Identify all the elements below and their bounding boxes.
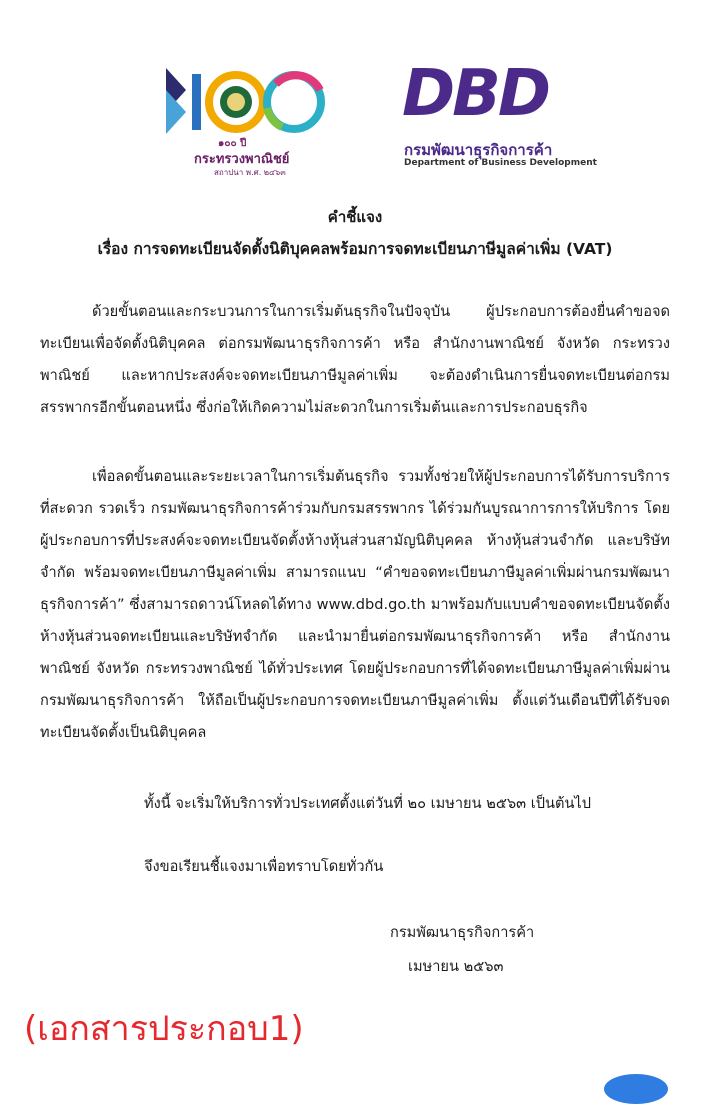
signature-date: เมษายน ๒๕๖๓ — [408, 958, 504, 975]
paragraph-3-text: ทั้งนี้ จะเริ่มให้บริการทั่วประเทศตั้งแต่วันที่ ๒๐ เมษายน ๒๕๖๓ เป็นต้นไป — [144, 795, 592, 812]
paragraph-2 — [40, 461, 670, 749]
ministry-100-emblem-icon — [164, 60, 334, 138]
document-title: คำชี้แจง — [327, 208, 383, 226]
document-subject: เรื่อง การจดทะเบียนจัดตั้งนิติบุคคลพร้อมการจดทะเบียนภาษีมูลค่าเพิ่ม (VAT) — [97, 240, 613, 258]
ministry-100-years-text: ๑๐๐ ปี — [218, 138, 247, 149]
paragraph-2-text: เพื่อลดขั้นตอนและระยะเวลาในการเริ่มต้นธุรกิจ รวมทั้งช่วยให้ผู้ประกอบการได้รับการบริการที่สะดวก รวดเร็ว กรมพัฒนาธุรกิจการค้าร่วมกับกรมสรรพากร ได้ร่วมกันบูรณาการการให้บริการ โดยผู้ประกอบการที่ประสงค์จะจดทะเบียนจัดตั้งห้างหุ้นส่วนสามัญนิติบุคคล ห้างหุ้นส่วนจำกัด และบริษัทจำกัด พร้อมจดทะเบียนภาษีมูลค่าเพิ่ม สามารถแนบ “คำขอจดทะเบียนภาษีมูลค่าเพิ่มผ่านกรมพัฒนาธุรกิจการค้า” ซึ่งสามารถดาวน์โหลดได้ทาง www.dbd.go.th มาพร้อมกับแบบคำขอจดทะเบียนจัดตั้งห้างหุ้นส่วนจดทะเบียนและบริษัทจำกัด และนำมายื่นต่อกรมพัฒนาธุรกิจการค้า หรือ สำนักงานพาณิชย์ จังหวัด กระทรวงพาณิชย์ ได้ทั่วประเทศ โดยผู้ประกอบการที่ได้จดทะเบียนภาษีมูลค่าเพิ่มผ่านกรมพัฒนาธุรกิจการค้า ให้ถือเป็นผู้ประกอบการจดทะเบียนภาษีมูลค่าเพิ่ม ตั้งแต่วันเดือนปีที่ได้รับจดทะเบียนจัดตั้งเป็นนิติบุคคล — [40, 468, 670, 741]
paragraph-4-text: จึงขอเรียนชี้แจงมาเพื่อทราบโดยทั่วกัน — [144, 858, 384, 875]
header-logos — [160, 50, 597, 177]
attachment-annotation: (เอกสารประกอบ1) — [24, 1009, 304, 1049]
ministry-100-logo — [160, 60, 340, 175]
paragraph-1 — [40, 296, 670, 424]
ministry-founded-text: สถาปนา พ.ศ. ๒๔๖๓ — [214, 168, 286, 177]
signature-agency: กรมพัฒนาธุรกิจการค้า — [390, 924, 535, 941]
dbd-english-name: Department of Business Development — [404, 158, 597, 168]
dbd-logo-mark: DBD — [402, 57, 549, 131]
paragraph-3 — [40, 788, 670, 820]
paragraph-1-text: ด้วยขั้นตอนและกระบวนการในการเริ่มต้นธุรกิจในปัจจุบัน ผู้ประกอบการต้องยื่นคำขอจดทะเบียนเพื่อจัดตั้งนิติบุคคล ต่อกรมพัฒนาธุรกิจการค้า หรือ สำนักงานพาณิชย์ จังหวัด กระทรวงพาณิชย์ และหากประสงค์จะจดทะเบียนภาษีมูลค่าเพิ่ม จะต้องดำเนินการยื่นจดทะเบียนต่อกรมสรรพากรอีกขั้นตอนหนึ่ง ซึ่งก่อให้เกิดความไม่สะดวกในการเริ่มต้นและการประกอบธุรกิจ — [40, 303, 670, 416]
paragraph-4 — [40, 851, 670, 883]
dbd-logo — [402, 57, 597, 173]
floating-action-button[interactable] — [604, 1074, 668, 1104]
ministry-name-text: กระทรวงพาณิชย์ — [194, 152, 290, 167]
dbd-thai-name: กรมพัฒนาธุรกิจการค้า — [404, 141, 553, 159]
